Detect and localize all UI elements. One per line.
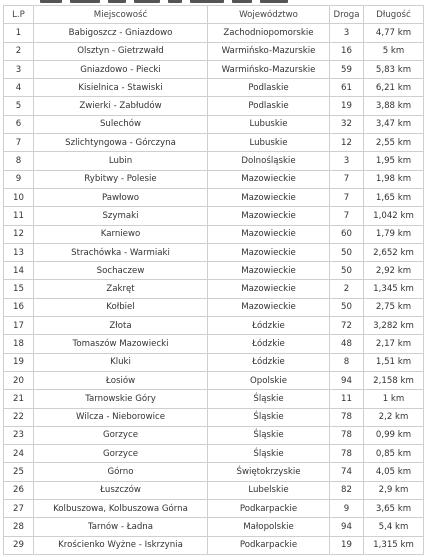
cell-dlugosc: 5,4 km bbox=[364, 518, 424, 536]
table-row bbox=[4, 500, 424, 518]
cell-droga: 74 bbox=[330, 463, 364, 481]
roads-table bbox=[3, 5, 424, 555]
table-row bbox=[4, 536, 424, 554]
cell-lp: 25 bbox=[4, 463, 34, 481]
cell-wojewodztwo: Opolskie bbox=[208, 371, 330, 389]
cell-lp: 2 bbox=[4, 42, 34, 60]
cell-droga: 61 bbox=[330, 79, 364, 97]
cell-lp: 1 bbox=[4, 24, 34, 42]
cell-miejscowosc: Krościenko Wyżne - Iskrzynia bbox=[34, 536, 208, 554]
table-row bbox=[4, 97, 424, 115]
cell-miejscowosc: Szlichtyngowa - Górczyna bbox=[34, 134, 208, 152]
cell-lp: 14 bbox=[4, 262, 34, 280]
cell-droga: 50 bbox=[330, 243, 364, 261]
cell-lp: 28 bbox=[4, 518, 34, 536]
cell-lp: 4 bbox=[4, 79, 34, 97]
cell-miejscowosc: Kluki bbox=[34, 353, 208, 371]
cell-droga: 50 bbox=[330, 262, 364, 280]
table-row bbox=[4, 170, 424, 188]
table-row bbox=[4, 262, 424, 280]
cell-droga: 59 bbox=[330, 60, 364, 78]
cell-wojewodztwo: Śląskie bbox=[208, 426, 330, 444]
table-row bbox=[4, 188, 424, 206]
cell-lp: 8 bbox=[4, 152, 34, 170]
cell-dlugosc: 0,85 km bbox=[364, 445, 424, 463]
cell-miejscowosc: Górno bbox=[34, 463, 208, 481]
cell-wojewodztwo: Podkarpackie bbox=[208, 536, 330, 554]
cell-miejscowosc: Pawłowo bbox=[34, 188, 208, 206]
cell-wojewodztwo: Śląskie bbox=[208, 408, 330, 426]
cell-wojewodztwo: Mazowieckie bbox=[208, 262, 330, 280]
table-row bbox=[4, 390, 424, 408]
table-row bbox=[4, 152, 424, 170]
cell-lp: 10 bbox=[4, 188, 34, 206]
cell-wojewodztwo: Mazowieckie bbox=[208, 170, 330, 188]
cell-wojewodztwo: Małopolskie bbox=[208, 518, 330, 536]
cell-wojewodztwo: Podkarpackie bbox=[208, 500, 330, 518]
table-row bbox=[4, 335, 424, 353]
cell-droga: 60 bbox=[330, 225, 364, 243]
cell-dlugosc: 1 km bbox=[364, 390, 424, 408]
cell-droga: 7 bbox=[330, 207, 364, 225]
cell-lp: 16 bbox=[4, 298, 34, 316]
table-row bbox=[4, 408, 424, 426]
cell-lp: 5 bbox=[4, 97, 34, 115]
cell-droga: 48 bbox=[330, 335, 364, 353]
cell-dlugosc: 1,95 km bbox=[364, 152, 424, 170]
cell-miejscowosc: Tarnowskie Góry bbox=[34, 390, 208, 408]
cell-lp: 7 bbox=[4, 134, 34, 152]
cell-lp: 23 bbox=[4, 426, 34, 444]
cell-dlugosc: 1,51 km bbox=[364, 353, 424, 371]
cell-lp: 15 bbox=[4, 280, 34, 298]
cell-droga: 78 bbox=[330, 426, 364, 444]
cell-dlugosc: 3,88 km bbox=[364, 97, 424, 115]
cell-wojewodztwo: Łódzkie bbox=[208, 353, 330, 371]
table-row bbox=[4, 42, 424, 60]
cell-droga: 94 bbox=[330, 518, 364, 536]
cell-wojewodztwo: Lubuskie bbox=[208, 134, 330, 152]
cell-lp: 24 bbox=[4, 445, 34, 463]
cell-miejscowosc: Kołbiel bbox=[34, 298, 208, 316]
cell-miejscowosc: Zakręt bbox=[34, 280, 208, 298]
cell-miejscowosc: Babigoszcz - Gniazdowo bbox=[34, 24, 208, 42]
cell-droga: 78 bbox=[330, 445, 364, 463]
cell-dlugosc: 1,315 km bbox=[364, 536, 424, 554]
cell-dlugosc: 2,2 km bbox=[364, 408, 424, 426]
cropped-text-above bbox=[0, 0, 428, 4]
cell-dlugosc: 3,65 km bbox=[364, 500, 424, 518]
header-dlugosc: Długość bbox=[364, 6, 424, 24]
cell-dlugosc: 2,652 km bbox=[364, 243, 424, 261]
table-row bbox=[4, 243, 424, 261]
cell-wojewodztwo: Mazowieckie bbox=[208, 298, 330, 316]
cell-dlugosc: 3,47 km bbox=[364, 115, 424, 133]
cell-droga: 3 bbox=[330, 152, 364, 170]
cell-miejscowosc: Tarnów - Ładna bbox=[34, 518, 208, 536]
cell-droga: 9 bbox=[330, 500, 364, 518]
table-row bbox=[4, 60, 424, 78]
cell-wojewodztwo: Lubuskie bbox=[208, 115, 330, 133]
cell-wojewodztwo: Zachodniopomorskie bbox=[208, 24, 330, 42]
cell-dlugosc: 0,99 km bbox=[364, 426, 424, 444]
cell-dlugosc: 5,83 km bbox=[364, 60, 424, 78]
cell-dlugosc: 1,345 km bbox=[364, 280, 424, 298]
cell-miejscowosc: Rybitwy - Polesie bbox=[34, 170, 208, 188]
cell-miejscowosc: Złota bbox=[34, 317, 208, 335]
cell-miejscowosc: Strachówka - Warmiaki bbox=[34, 243, 208, 261]
cell-wojewodztwo: Podlaskie bbox=[208, 79, 330, 97]
cell-wojewodztwo: Łódzkie bbox=[208, 335, 330, 353]
table-body bbox=[4, 24, 424, 555]
cell-miejscowosc: Łosiów bbox=[34, 371, 208, 389]
header-droga: Droga bbox=[330, 6, 364, 24]
table-row bbox=[4, 426, 424, 444]
cell-miejscowosc: Szymaki bbox=[34, 207, 208, 225]
cell-dlugosc: 5 km bbox=[364, 42, 424, 60]
header-wojewodztwo: Województwo bbox=[208, 6, 330, 24]
cell-droga: 16 bbox=[330, 42, 364, 60]
cell-lp: 12 bbox=[4, 225, 34, 243]
cell-droga: 12 bbox=[330, 134, 364, 152]
cell-droga: 19 bbox=[330, 97, 364, 115]
cell-droga: 7 bbox=[330, 170, 364, 188]
table-row bbox=[4, 134, 424, 152]
cell-miejscowosc: Łuszczów bbox=[34, 481, 208, 499]
header-lp: L.P bbox=[4, 6, 34, 24]
header-miejscowosc: Miejscowość bbox=[34, 6, 208, 24]
cell-lp: 9 bbox=[4, 170, 34, 188]
cell-lp: 6 bbox=[4, 115, 34, 133]
cell-droga: 2 bbox=[330, 280, 364, 298]
cell-miejscowosc: Kolbuszowa, Kolbuszowa Górna bbox=[34, 500, 208, 518]
table-row bbox=[4, 371, 424, 389]
table-row bbox=[4, 225, 424, 243]
cell-lp: 18 bbox=[4, 335, 34, 353]
cell-droga: 7 bbox=[330, 188, 364, 206]
cell-lp: 29 bbox=[4, 536, 34, 554]
cell-miejscowosc: Olsztyn - Gietrzwałd bbox=[34, 42, 208, 60]
table-row bbox=[4, 463, 424, 481]
cell-miejscowosc: Lubin bbox=[34, 152, 208, 170]
cell-miejscowosc: Tomaszów Mazowiecki bbox=[34, 335, 208, 353]
cell-lp: 27 bbox=[4, 500, 34, 518]
table-row bbox=[4, 481, 424, 499]
table-row bbox=[4, 79, 424, 97]
cell-wojewodztwo: Warmińsko-Mazurskie bbox=[208, 60, 330, 78]
cell-miejscowosc: Gniazdowo - Piecki bbox=[34, 60, 208, 78]
cell-miejscowosc: Karniewo bbox=[34, 225, 208, 243]
cell-wojewodztwo: Mazowieckie bbox=[208, 280, 330, 298]
cell-miejscowosc: Kisielnica - Stawiski bbox=[34, 79, 208, 97]
cell-wojewodztwo: Dolnośląskie bbox=[208, 152, 330, 170]
cell-droga: 78 bbox=[330, 408, 364, 426]
cell-dlugosc: 2,9 km bbox=[364, 481, 424, 499]
table-row bbox=[4, 353, 424, 371]
table-row bbox=[4, 115, 424, 133]
cell-droga: 82 bbox=[330, 481, 364, 499]
cell-wojewodztwo: Warmińsko-Mazurskie bbox=[208, 42, 330, 60]
cell-lp: 20 bbox=[4, 371, 34, 389]
cell-lp: 21 bbox=[4, 390, 34, 408]
cell-dlugosc: 1,65 km bbox=[364, 188, 424, 206]
cell-wojewodztwo: Łódzkie bbox=[208, 317, 330, 335]
cell-dlugosc: 2,17 km bbox=[364, 335, 424, 353]
cell-wojewodztwo: Świętokrzyskie bbox=[208, 463, 330, 481]
cell-droga: 72 bbox=[330, 317, 364, 335]
cell-droga: 94 bbox=[330, 371, 364, 389]
table-header bbox=[4, 6, 424, 24]
cell-dlugosc: 2,75 km bbox=[364, 298, 424, 316]
cell-lp: 19 bbox=[4, 353, 34, 371]
cell-dlugosc: 4,05 km bbox=[364, 463, 424, 481]
cell-droga: 11 bbox=[330, 390, 364, 408]
table-row bbox=[4, 518, 424, 536]
cell-dlugosc: 2,55 km bbox=[364, 134, 424, 152]
cell-wojewodztwo: Mazowieckie bbox=[208, 207, 330, 225]
cell-wojewodztwo: Lubelskie bbox=[208, 481, 330, 499]
cell-lp: 17 bbox=[4, 317, 34, 335]
cell-wojewodztwo: Śląskie bbox=[208, 390, 330, 408]
table-row bbox=[4, 445, 424, 463]
cell-miejscowosc: Sochaczew bbox=[34, 262, 208, 280]
cell-wojewodztwo: Mazowieckie bbox=[208, 225, 330, 243]
cell-miejscowosc: Wilcza - Nieborowice bbox=[34, 408, 208, 426]
cell-miejscowosc: Zwierki - Zabłudów bbox=[34, 97, 208, 115]
cell-wojewodztwo: Mazowieckie bbox=[208, 188, 330, 206]
table-row bbox=[4, 207, 424, 225]
cell-droga: 32 bbox=[330, 115, 364, 133]
cell-lp: 11 bbox=[4, 207, 34, 225]
cell-dlugosc: 1,98 km bbox=[364, 170, 424, 188]
cell-dlugosc: 1,042 km bbox=[364, 207, 424, 225]
cell-miejscowosc: Gorzyce bbox=[34, 426, 208, 444]
cell-miejscowosc: Sulechów bbox=[34, 115, 208, 133]
cell-dlugosc: 2,158 km bbox=[364, 371, 424, 389]
cell-lp: 13 bbox=[4, 243, 34, 261]
table-row bbox=[4, 298, 424, 316]
cell-dlugosc: 3,282 km bbox=[364, 317, 424, 335]
cell-dlugosc: 6,21 km bbox=[364, 79, 424, 97]
cell-wojewodztwo: Mazowieckie bbox=[208, 243, 330, 261]
table-row bbox=[4, 317, 424, 335]
cell-dlugosc: 4,77 km bbox=[364, 24, 424, 42]
header-row bbox=[4, 6, 424, 24]
cell-droga: 3 bbox=[330, 24, 364, 42]
cell-dlugosc: 1,79 km bbox=[364, 225, 424, 243]
cell-droga: 8 bbox=[330, 353, 364, 371]
cell-miejscowosc: Gorzyce bbox=[34, 445, 208, 463]
cell-droga: 50 bbox=[330, 298, 364, 316]
cell-dlugosc: 2,92 km bbox=[364, 262, 424, 280]
table-row bbox=[4, 24, 424, 42]
cell-lp: 22 bbox=[4, 408, 34, 426]
cell-wojewodztwo: Podlaskie bbox=[208, 97, 330, 115]
cell-lp: 3 bbox=[4, 60, 34, 78]
cell-wojewodztwo: Śląskie bbox=[208, 445, 330, 463]
cell-droga: 19 bbox=[330, 536, 364, 554]
table-row bbox=[4, 280, 424, 298]
cell-lp: 26 bbox=[4, 481, 34, 499]
